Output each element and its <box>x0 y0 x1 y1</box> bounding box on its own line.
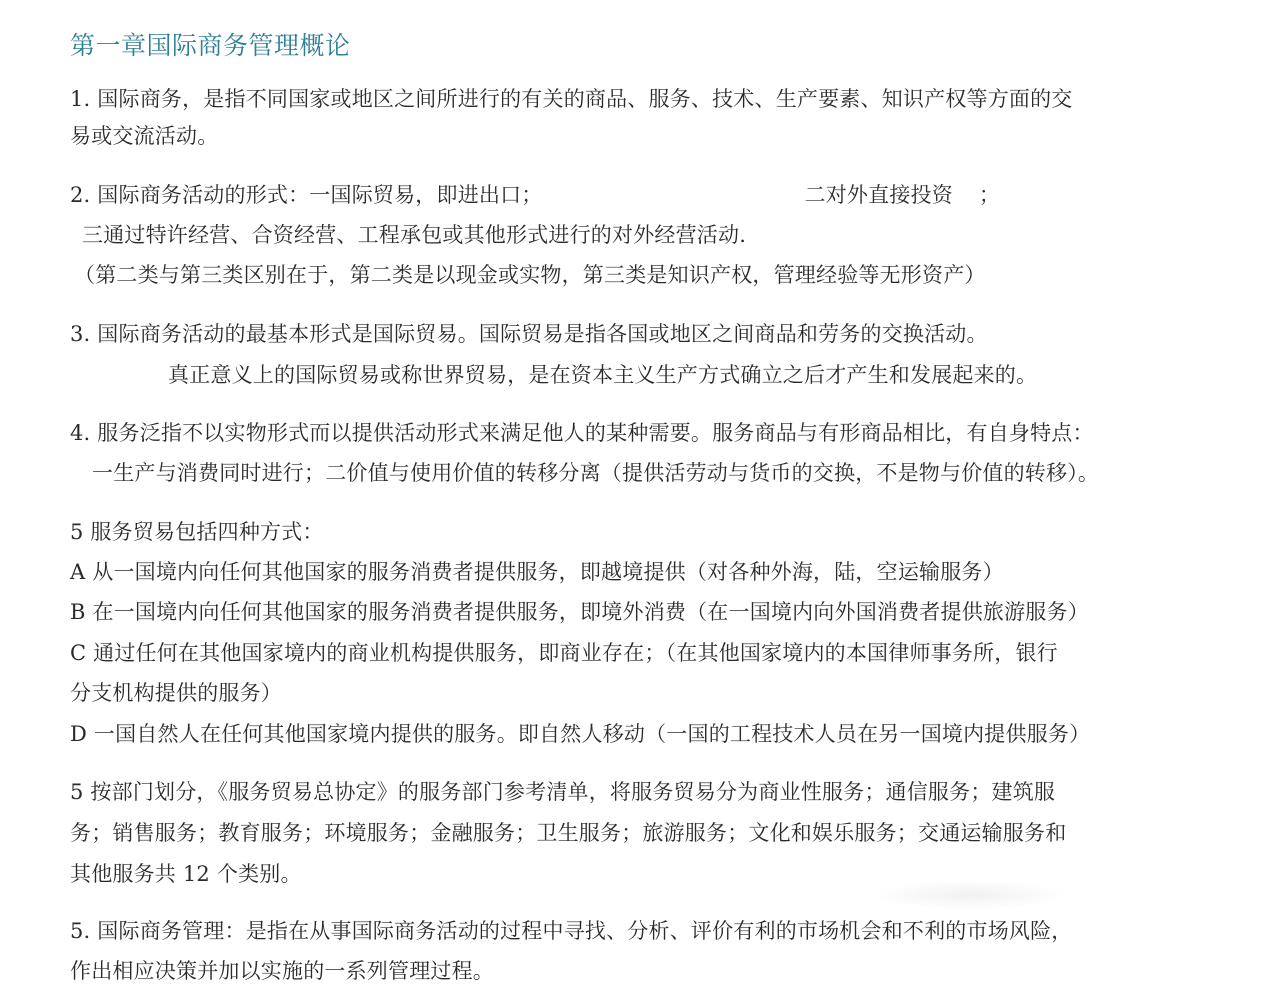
s1-line-1: 1. 国际商务，是指不同国家或地区之间所进行的有关的商品、服务、技术、生产要素、知识产权等方面的交 <box>70 87 1073 111</box>
s2-form-1: 2. 国际商务活动的形式：一国际贸易，即进出口； <box>70 183 543 207</box>
scan-smudge <box>870 880 1070 910</box>
s5-line-c-cont: 分支机构提供的服务） <box>70 681 282 705</box>
s2-form-2: 二对外直接投资 <box>804 183 953 207</box>
s5-line-c: C 通过任何在其他国家境内的商业机构提供服务，即商业存在；（在其他国家境内的本国律师事务所，银行 <box>70 641 1058 665</box>
s7-line-2: 作出相应决策并加以实施的一系列管理过程。 <box>70 959 494 983</box>
s7-line-1: 5. 国际商务管理：是指在从事国际商务活动的过程中寻找、分析、评价有利的市场机会和不利的市场风险， <box>70 919 1073 943</box>
s2-form-2-end: ； <box>978 183 1001 207</box>
s5-line-b: B 在一国境内向任何其他国家的服务消费者提供服务，即境外消费（在一国境内向外国消费者提供旅游服务） <box>70 600 1089 624</box>
s5-line-d: D 一国自然人在任何其他国家境内提供的服务。即自然人移动（一国的工程技术人员在另一国境内提供服务） <box>70 722 1091 746</box>
s5-line-1: 5 服务贸易包括四种方式： <box>70 520 324 544</box>
s5-line-a: A 从一国境内向任何其他国家的服务消费者提供服务，即越境提供（对各种外海，陆，空运输服务） <box>70 560 1004 584</box>
chapter-title: 第一章国际商务管理概论 <box>70 31 351 60</box>
s6-line-3: 其他服务共 12 个类别。 <box>70 862 302 886</box>
s2-line-1 <box>70 180 1000 210</box>
s1-line-2: 易或交流活动。 <box>70 124 219 148</box>
s3-line-2: 真正意义上的国际贸易或称世界贸易，是在资本主义生产方式确立之后才产生和发展起来的。 <box>168 363 1038 387</box>
s4-line-2: 一生产与消费同时进行；二价值与使用价值的转移分离（提供活劳动与货币的交换，不是物与价值的转移）。 <box>92 461 1100 485</box>
s2-line-2: 三通过特许经营、合资经营、工程承包或其他形式进行的对外经营活动. <box>82 223 747 247</box>
s6-line-1: 5 按部门划分，《服务贸易总协定》的服务部门参考清单，将服务贸易分为商业性服务；通信服务；建筑服 <box>70 780 1056 804</box>
s2-line-3: （第二类与第三类区别在于，第二类是以现金或实物，第三类是知识产权，管理经验等无形资产） <box>74 263 986 287</box>
s6-line-2: 务；销售服务；教育服务；环境服务；金融服务；卫生服务；旅游服务；文化和娱乐服务；交通运输服务和 <box>70 821 1067 845</box>
s4-line-1: 4. 服务泛指不以实物形式而以提供活动形式来满足他人的某种需要。服务商品与有形商品相比，有自身特点： <box>70 421 1094 445</box>
s3-line-1: 3. 国际商务活动的最基本形式是国际贸易。国际贸易是指各国或地区之间商品和劳务的交换活动。 <box>70 322 988 346</box>
